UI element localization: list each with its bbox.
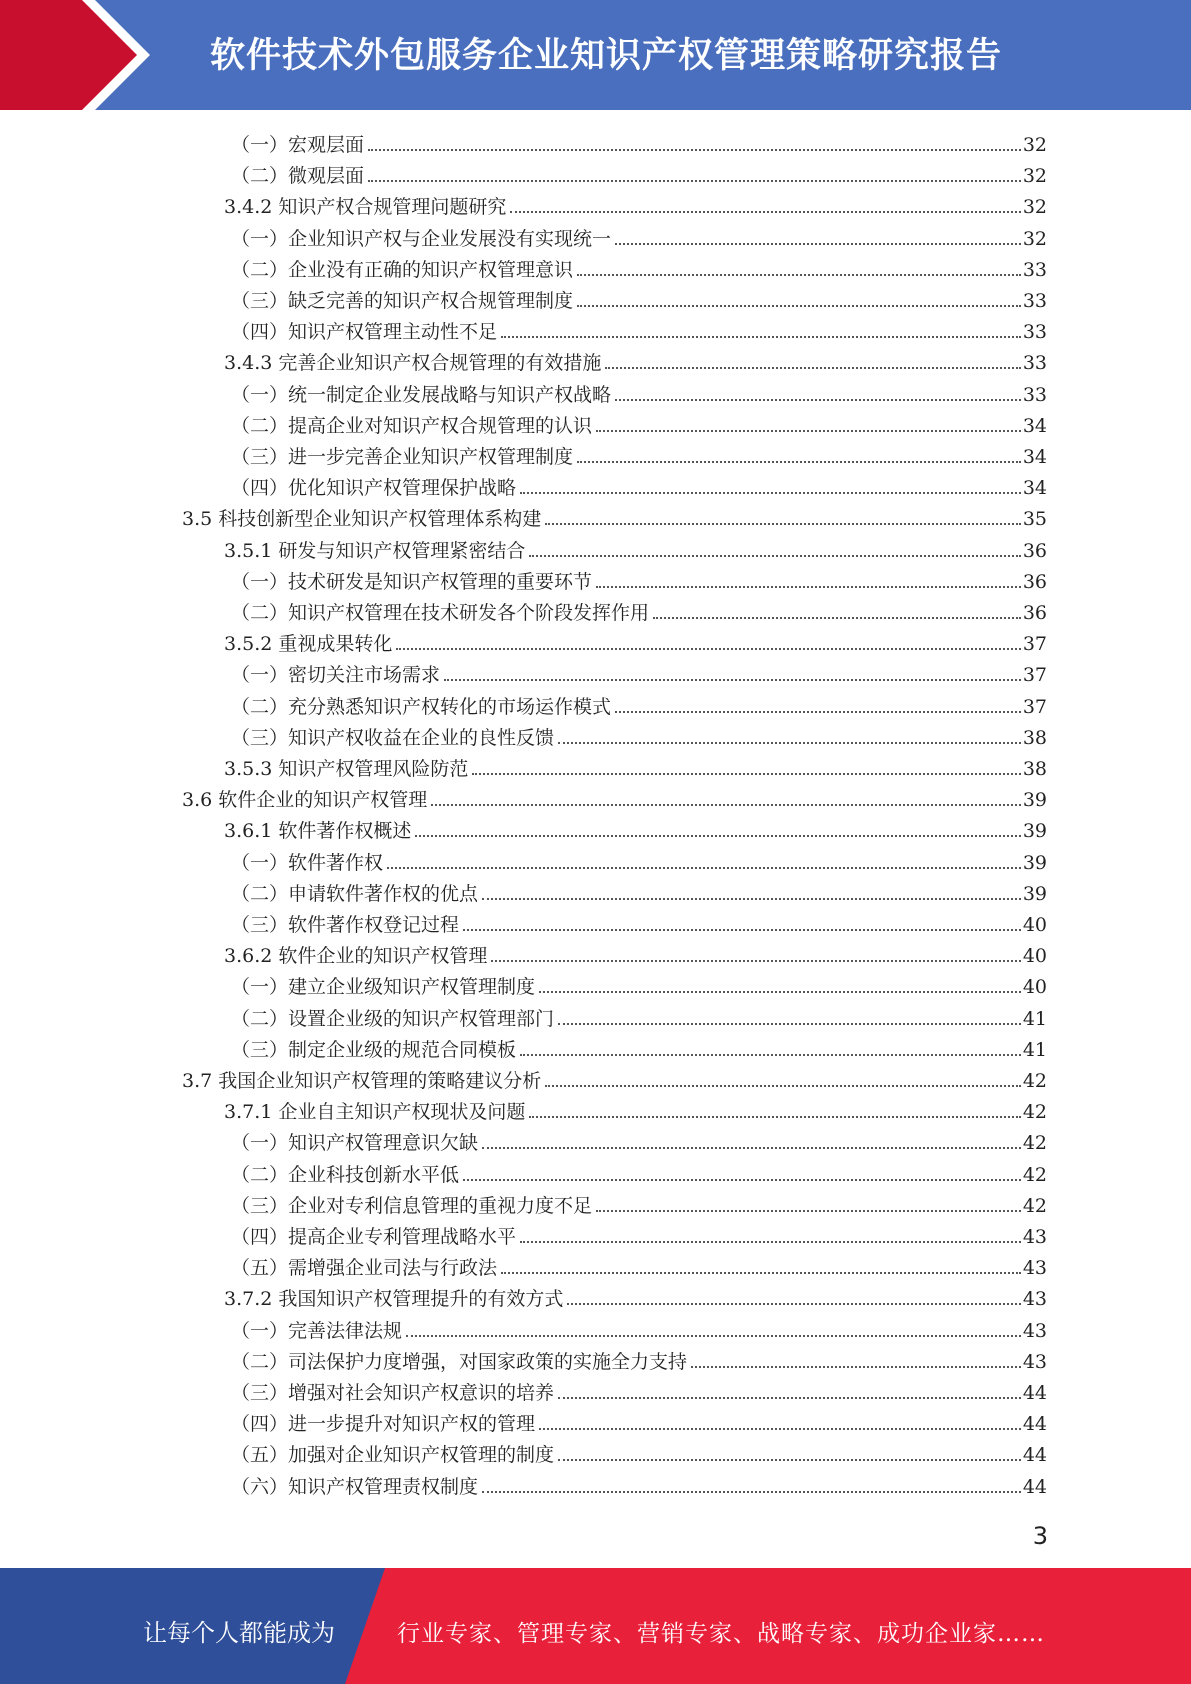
toc-entry[interactable]: [231, 594, 1047, 625]
toc-entry-page: 33: [1022, 383, 1047, 406]
toc-entry-label: 3.7 我国企业知识产权管理的策略建议分析: [182, 1070, 542, 1092]
toc-entry-label: （四）优化知识产权管理保护战略: [231, 477, 517, 500]
toc-entry-label: （一）完善法律法规: [231, 1319, 403, 1342]
toc-dot-leader: [463, 1179, 1021, 1181]
toc-entry[interactable]: [231, 1249, 1047, 1280]
toc-dot-leader: [567, 1303, 1020, 1305]
toc-entry-page: 42: [1022, 1070, 1047, 1092]
toc-entry-page: 43: [1022, 1350, 1047, 1373]
toc-entry-page: 33: [1022, 290, 1047, 312]
page-header: [0, 0, 1191, 110]
toc-dot-leader: [529, 555, 1020, 557]
toc-entry-page: 44: [1022, 1413, 1047, 1436]
toc-dot-leader: [510, 211, 1020, 213]
toc-entry-page: 38: [1022, 726, 1047, 749]
toc-entry-label: （五）需增强企业司法与行政法: [231, 1257, 498, 1280]
toc-entry[interactable]: [231, 282, 1047, 313]
toc-entry[interactable]: [231, 251, 1047, 282]
toc-dot-leader: [472, 773, 1020, 775]
toc-entry-page: 34: [1022, 477, 1047, 500]
toc-entry-label: （三）缺乏完善的知识产权合规管理制度: [231, 290, 574, 312]
toc-entry-label: （四）知识产权管理主动性不足: [231, 321, 498, 344]
toc-entry[interactable]: [231, 1343, 1047, 1374]
toc-entry[interactable]: [224, 1280, 1047, 1311]
toc-entry[interactable]: [231, 1405, 1047, 1436]
toc-dot-leader: [577, 274, 1021, 276]
toc-entry-page: 34: [1022, 414, 1047, 437]
toc-entry-label: （二）提高企业对知识产权合规管理的认识: [231, 414, 593, 437]
toc-dot-leader: [520, 1241, 1021, 1243]
toc-entry-page: 33: [1022, 321, 1047, 344]
toc-entry-label: 3.7.1 企业自主知识产权现状及问题: [224, 1101, 526, 1124]
toc-dot-leader: [545, 1085, 1021, 1087]
toc-entry-label: 3.6.1 软件著作权概述: [224, 820, 412, 843]
toc-dot-leader: [491, 960, 1020, 962]
toc-entry-label: （三）知识产权收益在企业的良性反馈: [231, 726, 555, 749]
toc-entry-label: （一）统一制定企业发展战略与知识产权战略: [231, 383, 612, 406]
toc-entry-label: （一）企业知识产权与企业发展没有实现统一: [231, 227, 612, 250]
toc-dot-leader: [482, 1491, 1021, 1493]
toc-dot-leader: [577, 305, 1021, 307]
footer-slogan-left: 让每个人都能成为: [143, 1619, 335, 1647]
toc-dot-leader: [482, 1147, 1021, 1149]
toc-entry-page: 44: [1022, 1382, 1047, 1404]
toc-entry-page: 36: [1022, 602, 1047, 624]
toc-entry[interactable]: [224, 937, 1047, 968]
toc-dot-leader: [482, 898, 1021, 900]
toc-entry[interactable]: [231, 719, 1047, 750]
toc-entry[interactable]: [231, 438, 1047, 469]
toc-entry-label: （二）微观层面: [231, 165, 365, 188]
toc-entry-label: （四）进一步提升对知识产权的管理: [231, 1413, 536, 1436]
toc-dot-leader: [539, 991, 1021, 993]
toc-entry-page: 35: [1022, 508, 1047, 531]
toc-entry-page: 33: [1022, 352, 1047, 375]
toc-entry-label: 3.6 软件企业的知识产权管理: [182, 789, 428, 812]
toc-entry[interactable]: [224, 532, 1047, 563]
toc-entry-label: （二）充分熟悉知识产权转化的市场运作模式: [231, 695, 612, 718]
toc-dot-leader: [558, 1459, 1021, 1461]
toc-entry-label: （三）增强对社会知识产权意识的培养: [231, 1382, 555, 1404]
toc-entry-page: 37: [1022, 633, 1047, 656]
toc-entry[interactable]: [231, 1156, 1047, 1187]
toc-entry-page: 39: [1022, 820, 1047, 843]
toc-entry-page: 43: [1022, 1226, 1047, 1248]
toc-entry-page: 36: [1022, 539, 1047, 562]
toc-entry[interactable]: [231, 407, 1047, 438]
toc-entry-label: （二）企业科技创新水平低: [231, 1163, 460, 1186]
toc-dot-leader: [529, 1116, 1020, 1118]
toc-entry-label: 3.5.3 知识产权管理风险防范: [224, 758, 469, 780]
toc-entry[interactable]: [231, 220, 1047, 251]
toc-dot-leader: [501, 336, 1021, 338]
toc-entry-label: （二）司法保护力度增强，对国家政策的实施全力支持: [231, 1350, 688, 1373]
toc-dot-leader: [463, 929, 1021, 931]
toc-entry[interactable]: [231, 469, 1047, 500]
toc-entry[interactable]: [224, 344, 1047, 375]
toc-dot-leader: [406, 1335, 1021, 1337]
toc-dot-leader: [368, 180, 1021, 182]
toc-entry-page: 43: [1022, 1288, 1047, 1311]
toc-entry-label: （三）企业对专利信息管理的重视力度不足: [231, 1194, 593, 1217]
toc-dot-leader: [596, 1210, 1021, 1212]
toc-entry-page: 40: [1022, 914, 1047, 936]
toc-dot-leader: [415, 835, 1020, 837]
footer-slogan-right: 行业专家、管理专家、营销专家、战略专家、成功企业家……: [397, 1621, 1045, 1647]
toc-entry-label: （三）制定企业级的规范合同模板: [231, 1038, 517, 1061]
toc-entry-page: 32: [1022, 196, 1047, 219]
toc-entry-page: 37: [1022, 664, 1047, 687]
toc-entry-label: （一）建立企业级知识产权管理制度: [231, 976, 536, 999]
toc-entry[interactable]: [224, 812, 1047, 843]
toc-entry[interactable]: [224, 1093, 1047, 1124]
toc-entry-label: （二）申请软件著作权的优点: [231, 882, 479, 905]
toc-entry-page: 40: [1022, 945, 1047, 968]
toc-dot-leader: [444, 679, 1021, 681]
toc-entry[interactable]: [182, 781, 1047, 812]
toc-dot-leader: [615, 399, 1021, 401]
toc-entry[interactable]: [231, 1374, 1047, 1405]
toc-dot-leader: [396, 648, 1020, 650]
page-number: 3: [1032, 1522, 1048, 1550]
toc-entry-page: 42: [1022, 1163, 1047, 1186]
toc-entry[interactable]: [224, 750, 1047, 781]
toc-entry[interactable]: [224, 188, 1047, 219]
toc-entry-label: （二）企业没有正确的知识产权管理意识: [231, 258, 574, 281]
toc-entry-page: 42: [1022, 1194, 1047, 1217]
toc-dot-leader: [558, 1397, 1021, 1399]
toc-entry-page: 32: [1022, 165, 1047, 188]
toc-entry-page: 41: [1022, 1038, 1047, 1061]
toc-entry[interactable]: [231, 1312, 1047, 1343]
toc-entry-page: 37: [1022, 695, 1047, 718]
toc-dot-leader: [539, 1428, 1021, 1430]
toc-dot-leader: [431, 804, 1021, 806]
toc-entry[interactable]: [182, 1062, 1047, 1093]
toc-dot-leader: [653, 617, 1021, 619]
toc-dot-leader: [368, 149, 1021, 151]
toc-entry-page: 44: [1022, 1444, 1047, 1467]
toc-entry[interactable]: [231, 906, 1047, 937]
toc-entry-label: （五）加强对企业知识产权管理的制度: [231, 1444, 555, 1467]
toc-entry[interactable]: [231, 1124, 1047, 1155]
toc-entry-label: （二）知识产权管理在技术研发各个阶段发挥作用: [231, 602, 650, 624]
toc-dot-leader: [596, 586, 1021, 588]
toc-entry[interactable]: [231, 157, 1047, 188]
toc-entry-page: 34: [1022, 446, 1047, 468]
toc-entry[interactable]: [224, 625, 1047, 656]
toc-dot-leader: [501, 1272, 1021, 1274]
toc-entry[interactable]: [182, 500, 1047, 531]
toc-entry-label: （四）提高企业专利管理战略水平: [231, 1226, 517, 1248]
toc-entry[interactable]: [231, 1218, 1047, 1249]
toc-entry-label: （二）设置企业级的知识产权管理部门: [231, 1007, 555, 1030]
toc-entry[interactable]: [231, 656, 1047, 687]
toc-entry[interactable]: [231, 688, 1047, 719]
toc-entry-label: 3.7.2 我国知识产权管理提升的有效方式: [224, 1288, 564, 1311]
toc-entry[interactable]: [231, 844, 1047, 875]
toc-entry[interactable]: [231, 313, 1047, 344]
toc-entry[interactable]: [231, 1436, 1047, 1467]
toc-entry[interactable]: [231, 376, 1047, 407]
toc-entry-page: 32: [1022, 227, 1047, 250]
toc-dot-leader: [387, 867, 1021, 869]
toc-entry-label: （三）软件著作权登记过程: [231, 914, 460, 936]
toc-entry-page: 44: [1022, 1475, 1047, 1498]
toc-entry-page: 39: [1022, 882, 1047, 905]
toc-entry-page: 33: [1022, 258, 1047, 281]
toc-entry-page: 43: [1022, 1319, 1047, 1342]
toc-entry-page: 39: [1022, 789, 1047, 812]
toc-entry[interactable]: [231, 968, 1047, 999]
toc-entry-page: 32: [1022, 134, 1047, 156]
toc-entry-page: 42: [1022, 1132, 1047, 1155]
toc-dot-leader: [558, 742, 1021, 744]
toc-dot-leader: [520, 1054, 1021, 1056]
toc-entry-page: 41: [1022, 1007, 1047, 1030]
toc-entry[interactable]: [231, 1031, 1047, 1062]
toc-entry-label: （一）软件著作权: [231, 851, 384, 874]
toc-entry[interactable]: [231, 875, 1047, 906]
toc-entry-label: 3.4.2 知识产权合规管理问题研究: [224, 196, 507, 219]
toc-entry-label: （一）知识产权管理意识欠缺: [231, 1132, 479, 1155]
toc-dot-leader: [558, 1023, 1021, 1025]
toc-dot-leader: [605, 367, 1020, 369]
document-title: 软件技术外包服务企业知识产权管理策略研究报告: [210, 36, 1003, 76]
toc-dot-leader: [615, 711, 1021, 713]
toc-entry[interactable]: [231, 126, 1047, 157]
toc-entry-label: （三）进一步完善企业知识产权管理制度: [231, 446, 574, 468]
toc-dot-leader: [691, 1366, 1021, 1368]
toc-entry-label: （一）密切关注市场需求: [231, 664, 441, 687]
toc-dot-leader: [596, 430, 1021, 432]
toc-dot-leader: [615, 243, 1021, 245]
toc-entry-label: 3.5 科技创新型企业知识产权管理体系构建: [182, 508, 542, 531]
toc-entry-page: 43: [1022, 1257, 1047, 1280]
toc-dot-leader: [545, 523, 1021, 525]
toc-entry-label: 3.6.2 软件企业的知识产权管理: [224, 945, 488, 968]
toc-entry-label: （一）宏观层面: [231, 134, 365, 156]
toc-entry[interactable]: [231, 1187, 1047, 1218]
toc-entry-page: 42: [1022, 1101, 1047, 1124]
toc-dot-leader: [577, 461, 1021, 463]
toc-entry-label: 3.5.1 研发与知识产权管理紧密结合: [224, 539, 526, 562]
toc-entry-page: 40: [1022, 976, 1047, 999]
toc-entry-label: 3.5.2 重视成果转化: [224, 633, 393, 656]
toc-entry-page: 38: [1022, 758, 1047, 780]
toc-entry-label: 3.4.3 完善企业知识产权合规管理的有效措施: [224, 352, 602, 375]
toc-dot-leader: [520, 492, 1021, 494]
toc-entry[interactable]: [231, 563, 1047, 594]
toc-entry-page: 36: [1022, 570, 1047, 593]
toc-entry-label: （六）知识产权管理责权制度: [231, 1475, 479, 1498]
toc-entry-page: 39: [1022, 851, 1047, 874]
toc-entry[interactable]: [231, 1468, 1047, 1499]
toc-entry-label: （一）技术研发是知识产权管理的重要环节: [231, 570, 593, 593]
toc-entry[interactable]: [231, 1000, 1047, 1031]
